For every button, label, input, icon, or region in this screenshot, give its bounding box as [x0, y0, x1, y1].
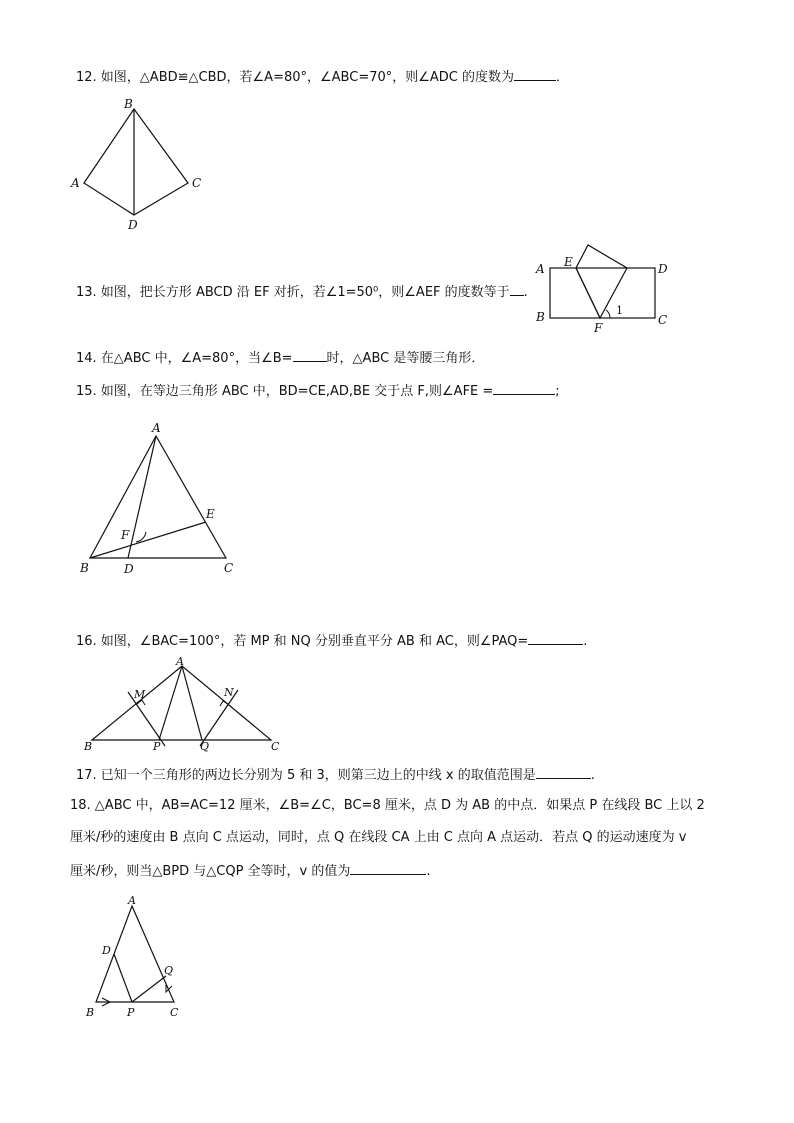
label-B: B — [86, 1006, 95, 1019]
answer-blank[interactable] — [536, 764, 591, 779]
label-M: M — [134, 688, 146, 701]
label-F: F — [594, 321, 603, 335]
question-18-line-2: 厘米/秒的速度由 B 点向 C 点运动，同时，点 Q 在线段 CA 上由 C 点向 A 点运动．若点 Q 的运动速度为 v — [70, 830, 687, 845]
answer-blank[interactable] — [510, 281, 524, 296]
question-14 — [76, 347, 484, 369]
label-D: D — [658, 262, 668, 276]
answer-blank[interactable] — [293, 347, 327, 362]
label-B: B — [536, 310, 545, 324]
label-E: E — [206, 507, 215, 521]
label-C: C — [271, 740, 280, 753]
question-13-text: 13. 如图，把长方形 ABCD 沿 EF 对折，若∠1=50⁰，则∠AEF 的度数等于 — [76, 285, 510, 300]
label-Q: Q — [164, 964, 174, 977]
figure-q12-kite — [66, 95, 206, 235]
figure-q15-equilateral-triangle — [76, 418, 246, 578]
label-B: B — [84, 740, 93, 753]
answer-blank[interactable] — [350, 860, 426, 875]
answer-blank[interactable] — [528, 630, 583, 645]
label-C: C — [658, 313, 668, 327]
label-Q: Q — [200, 740, 210, 753]
label-B: B — [80, 561, 89, 575]
question-15-text: 15. 如图，在等边三角形 ABC 中，BD=CE,AD,BE 交于点 F,则∠AFE = — [76, 384, 494, 399]
label-E: E — [564, 255, 573, 269]
question-12-text: 12. 如图，△ABD≌△CBD，若∠A=80°，∠ABC=70°，则∠ADC 的度数为 — [76, 70, 515, 85]
label-D: D — [124, 562, 134, 576]
label-C: C — [224, 561, 234, 575]
figure-q16-perpendicular-bisectors — [78, 654, 288, 754]
question-17: 17. 已知一个三角形的两边长分别为 5 和 3，则第三边上的中线 x 的取值范围是 . — [76, 764, 595, 786]
label-A: A — [128, 894, 136, 907]
figure-q13-folded-rectangle — [530, 240, 680, 335]
label-D: D — [102, 944, 111, 957]
question-17-text: 17. 已知一个三角形的两边长分别为 5 和 3，则第三边上的中线 x 的取值范围是 — [76, 768, 536, 783]
question-13: 13. 如图，把长方形 ABCD 沿 EF 对折，若∠1=50⁰，则∠AEF 的度数等于 . — [76, 281, 528, 303]
label-A: A — [152, 421, 161, 435]
label-P: P — [127, 1006, 135, 1019]
question-18-line-1: 18. △ABC 中，AB=AC=12 厘米，∠B=∠C，BC=8 厘米，点 D 为 AB 的中点．如果点 P 在线段 BC 上以 2 — [70, 798, 705, 813]
label-A: A — [536, 262, 545, 276]
question-15: 15. 如图，在等边三角形 ABC 中，BD=CE,AD,BE 交于点 F,则∠AFE = ; — [76, 380, 560, 402]
question-16-text: 16. 如图，∠BAC=100°，若 MP 和 NQ 分别垂直平分 AB 和 AC，则∠PAQ= — [76, 634, 529, 649]
question-16: 16. 如图，∠BAC=100°，若 MP 和 NQ 分别垂直平分 AB 和 AC，则∠PAQ= . — [76, 630, 587, 652]
label-B: B — [124, 97, 133, 111]
question-14-text-b: 时，△ABC 是等腰三角形． — [326, 351, 485, 366]
label-A: A — [71, 176, 80, 190]
label-C: C — [170, 1006, 179, 1019]
label-N: N — [224, 686, 234, 699]
answer-blank[interactable] — [514, 66, 556, 81]
label-C: C — [192, 176, 202, 190]
label-P: P — [153, 740, 161, 753]
answer-blank[interactable] — [493, 380, 555, 395]
figure-q18-moving-points — [80, 892, 200, 1022]
question-18-line-3: 厘米/秒，则当△BPD 与△CQP 全等时，v 的值为 . — [70, 860, 431, 882]
label-D: D — [128, 218, 138, 232]
label-F: F — [121, 528, 130, 542]
question-14-text-a: 14. 在△ABC 中，∠A=80°，当∠B= — [76, 351, 293, 366]
label-A: A — [176, 655, 184, 668]
label-angle-1: 1 — [616, 304, 623, 317]
question-12: 12. 如图，△ABD≌△CBD，若∠A=80°，∠ABC=70°，则∠ADC 的度数为 ． — [76, 66, 569, 88]
